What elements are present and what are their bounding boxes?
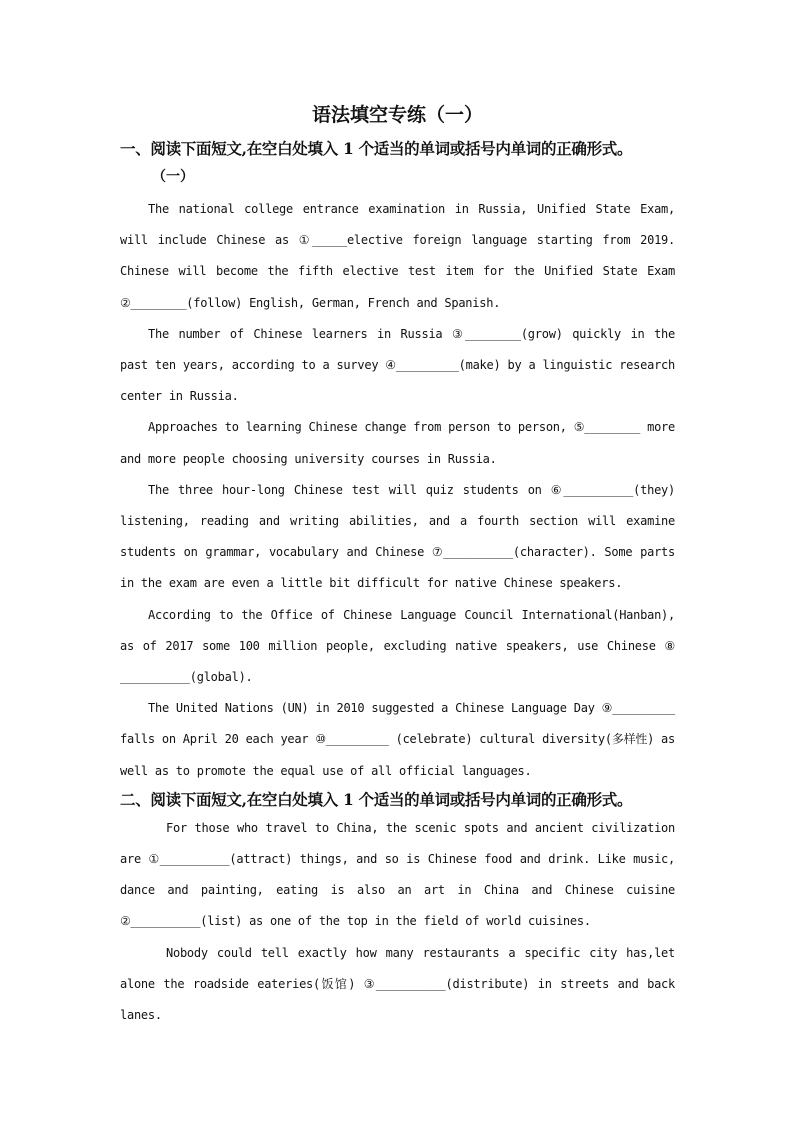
passage-paragraph: The number of Chinese learners in Russia ③________(grow) quickly in the past ten years, according to a survey ④_________(make) by a linguistic research center in Russia. (120, 326, 675, 404)
passage-paragraph: Nobody could tell exactly how many restaurants a specific city has,let alone the roadside eateries(饭馆) ③__________(distribute) in streets and back lanes. (120, 945, 675, 1023)
section-one-instructions: 一、阅读下面短文,在空白处填入 1 个适当的单词或括号内单词的正确形式。 (120, 139, 633, 158)
passage-paragraph: The three hour-long Chinese test will quiz students on ⑥__________(they) listening, reading and writing abilities, and a fourth section will examine students on grammar, vocabulary and Chinese ⑦__________(character). Some parts in the exam are even a little bit difficult for native Chinese speakers. (120, 482, 675, 591)
page-title: 语法填空专练（一） (311, 104, 483, 126)
passage-paragraph: For those who travel to China, the scenic spots and ancient civilization are ①__________(attract) things, and so is Chinese food and drink. Like music, dance and painting, eating is also an art in China and Chinese cuisine ②__________(list) as one of the top in the field of world cuisines. (120, 820, 675, 929)
worksheet-page (120, 100, 675, 1031)
passage-number: （一） (152, 169, 194, 185)
passage-paragraph: According to the Office of Chinese Language Council International(Hanban), as of 2017 some 100 million people, excluding native speakers, use Chinese ⑧ __________(global). (120, 607, 675, 685)
section-one (120, 136, 675, 787)
passage-paragraph: The national college entrance examination in Russia, Unified State Exam, will include Chinese as ①_____elective foreign language starting from 2019. Chinese will become the fifth elective test item for the Unified State Exam ②________(follow) English, German, French and Spanish. (120, 202, 675, 310)
passage-paragraph: Approaches to learning Chinese change from person to person, ⑤________ more and more people choosing university courses in Russia. (120, 420, 675, 466)
passage-paragraph: The United Nations (UN) in 2010 suggested a Chinese Language Day ⑨_________ falls on April 20 each year ⑩_________ (celebrate) cultural diversity(多样性) as well as to promote the equal use of all official languages. (120, 701, 675, 778)
section-two (120, 787, 675, 1031)
section-two-instructions: 二、阅读下面短文,在空白处填入 1 个适当的单词或括号内单词的正确形式。 (120, 789, 633, 809)
